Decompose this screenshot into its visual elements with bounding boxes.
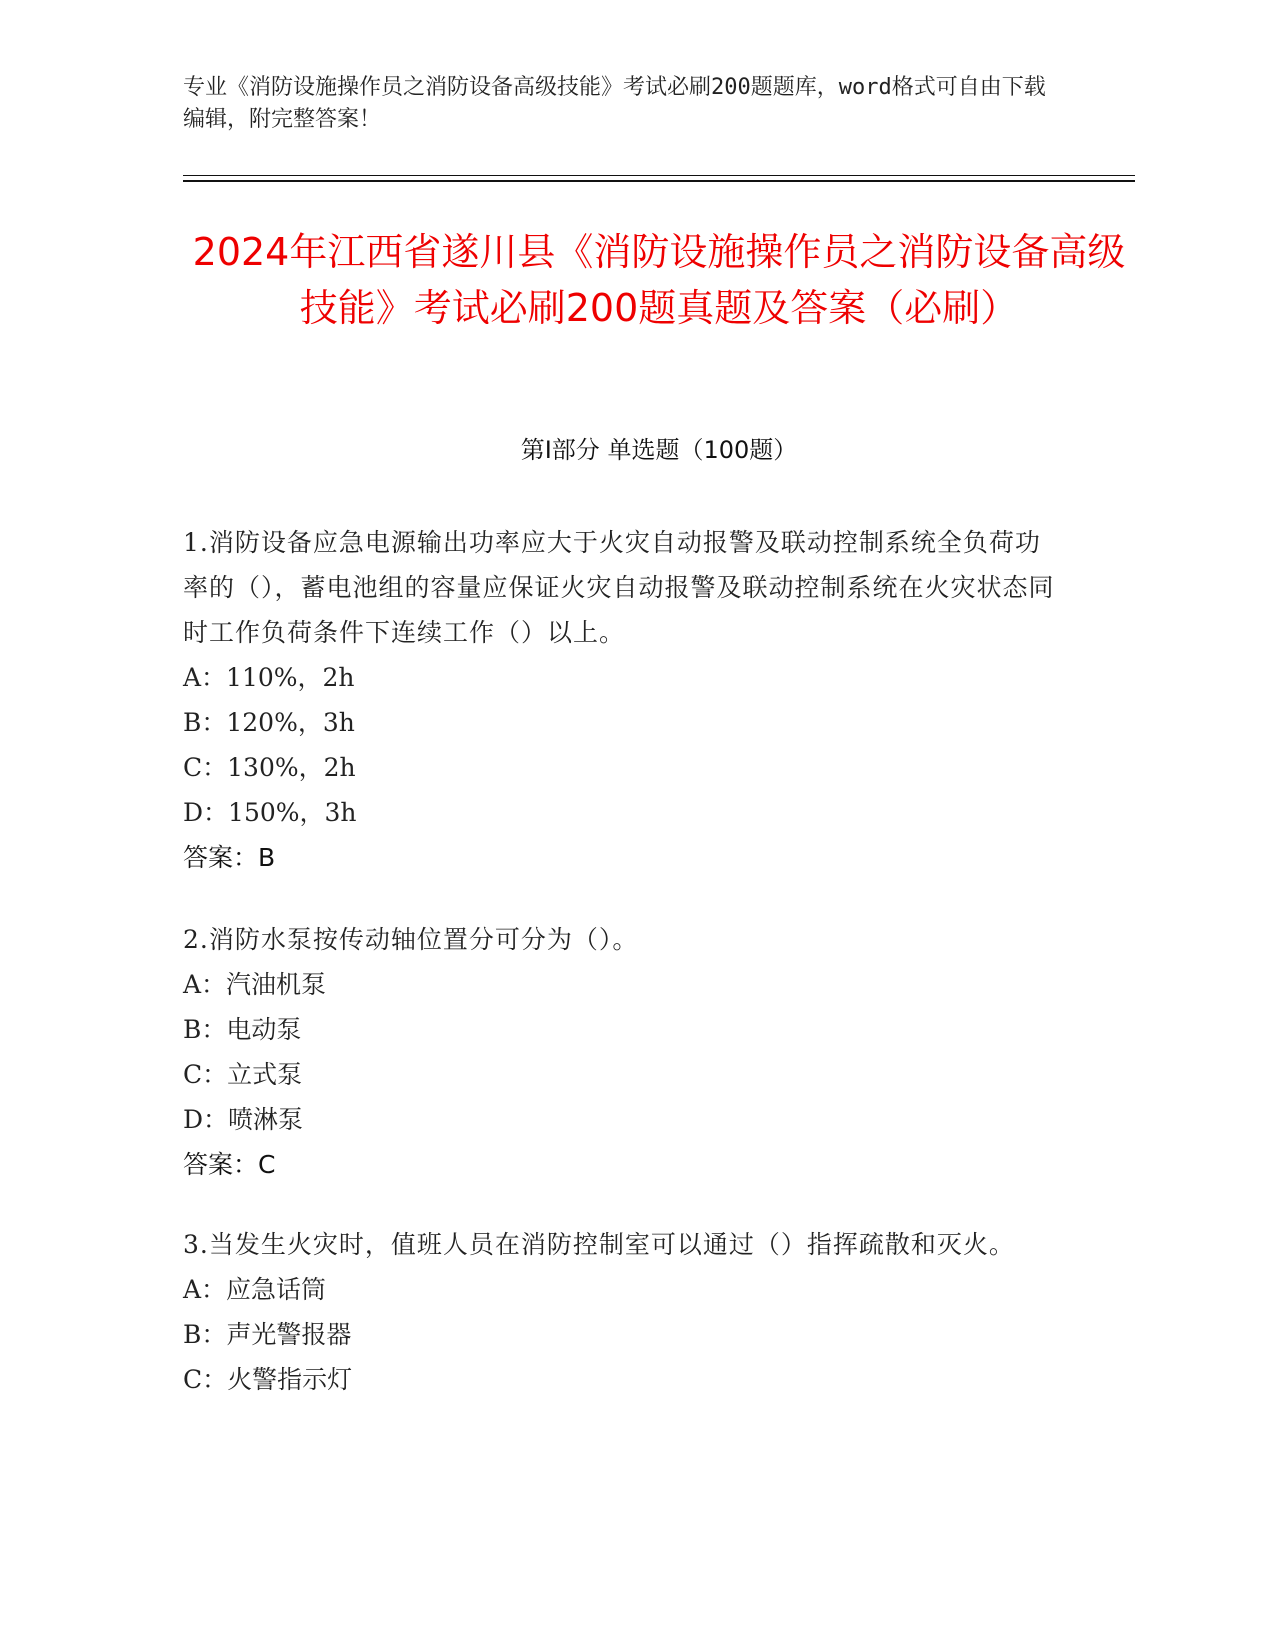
option-c: C：火警指示灯 — [183, 1365, 353, 1394]
question-stem: 1.消防设备应急电源输出功率应大于火灾自动报警及联动控制系统全负荷功率的（），蓄电池组的容量应保证火灾自动报警及联动控制系统在火灾状态同时工作负荷条件下连续工作（）以上。 — [183, 528, 1055, 647]
answer: 答案：C — [183, 1150, 276, 1179]
option-d: D：喷淋泵 — [183, 1105, 304, 1134]
question-2 — [183, 917, 1063, 1187]
header-divider — [183, 175, 1135, 176]
question-1 — [183, 520, 1063, 880]
option-c: C：130%，2h — [183, 753, 356, 782]
option-a: A：汽油机泵 — [183, 970, 327, 999]
option-b: B：120%，3h — [183, 708, 355, 737]
answer: 答案：B — [183, 843, 276, 872]
question-3 — [183, 1222, 1063, 1402]
question-stem: 3.当发生火灾时，值班人员在消防控制室可以通过（）指挥疏散和灭火。 — [183, 1230, 1015, 1259]
header-note: 专业《消防设施操作员之消防设备高级技能》考试必刷200题题库，word格式可自由下载编辑，附完整答案！ — [183, 75, 1046, 132]
option-b: B：声光警报器 — [183, 1320, 352, 1349]
option-d: D：150%，3h — [183, 798, 357, 827]
option-c: C：立式泵 — [183, 1060, 303, 1089]
header-divider-thick — [183, 180, 1135, 182]
option-a: A：应急话筒 — [183, 1275, 327, 1304]
section-title: 第Ⅰ部分 单选题（100题） — [520, 436, 798, 464]
option-b: B：电动泵 — [183, 1015, 302, 1044]
option-a: A：110%，2h — [183, 663, 355, 692]
document-title: 2024年江西省遂川县《消防设施操作员之消防设备高级技能》考试必刷200题真题及答案（必刷） — [192, 230, 1126, 330]
question-stem: 2.消防水泵按传动轴位置分可分为（）。 — [183, 925, 639, 954]
